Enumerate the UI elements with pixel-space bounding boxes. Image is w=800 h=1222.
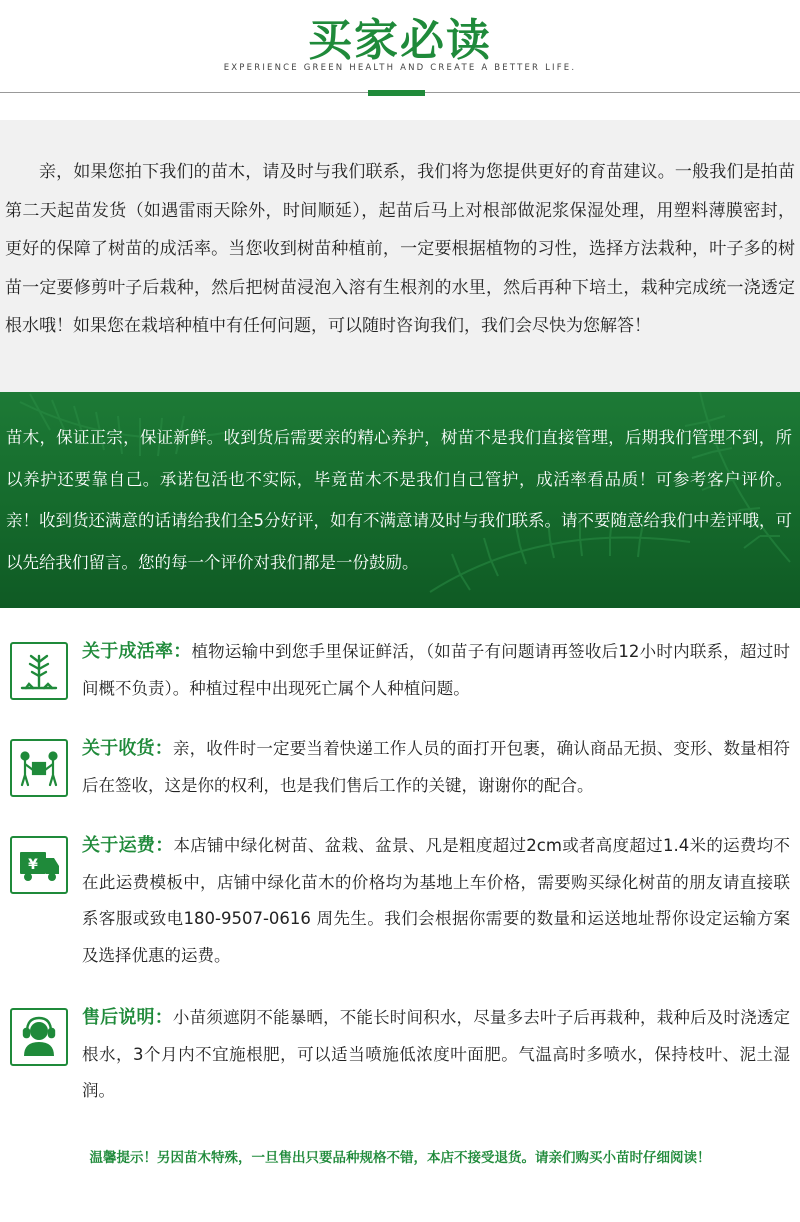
intro-section — [0, 120, 800, 392]
info-section-receiving — [10, 731, 790, 811]
section-body — [82, 731, 790, 804]
section-body — [82, 1000, 790, 1110]
info-section-survival — [10, 634, 790, 714]
info-section-aftersales — [10, 1000, 790, 1115]
section-text: 小苗须遮阴不能暴晒，不能长时间积水，尽量多去叶子后再栽种，栽种后及时浇透定根水，3个月内不宜施根肥，可以适当喷施低浓度叶面肥。气温高时多喷水，保持枝叶、泥土湿润。 — [82, 1008, 791, 1100]
section-label: 关于运费： — [82, 835, 174, 856]
guarantee-text: 苗木，保证正宗，保证新鲜。收到货后需要亲的精心养护，树苗不是我们直接管理，后期我们管理不到，所以养护还要靠自己。承诺包活也不实际，毕竟苗木不是我们自己管护，成活率看品质！可参考客户评价。亲！收到货还满意的话请给我们全5分好评，如有不满意请及时与我们联系。请不要随意给我们中差评哦，可以先给我们留言。您的每一个评价对我们都是一份鼓励。 — [6, 428, 792, 572]
section-label: 关于收货： — [82, 738, 173, 759]
section-body — [82, 828, 790, 974]
section-text: 亲，收件时一定要当着快递工作人员的面打开包裹，确认商品无损、变形、数量相符后在签收，这是你的权利，也是我们售后工作的关键，谢谢你的配合。 — [82, 739, 791, 795]
page-subtitle: EXPERIENCE GREEN HEALTH AND CREATE A BETTER LIFE. — [223, 63, 577, 73]
sapling-icon — [10, 642, 68, 700]
guarantee-banner — [0, 392, 800, 608]
section-label: 关于成活率： — [82, 641, 192, 662]
package-handover-icon — [10, 739, 68, 797]
svg-text:¥: ¥ — [28, 857, 38, 873]
section-text: 植物运输中到您手里保证鲜活，（如苗子有问题请再签收后12小时内联系，超过时间概不负责）。种植过程中出现死亡属个人种植问题。 — [82, 642, 791, 698]
page-title: 买家必读 — [308, 15, 492, 66]
page-header — [0, 0, 800, 120]
customer-service-icon — [10, 1008, 68, 1066]
section-body — [82, 634, 790, 707]
section-text: 本店铺中绿化树苗、盆栽、盆景、凡是粗度超过2cm或者高度超过1.4米的运费均不在此运费模板中，店铺中绿化苗木的价格均为基地上车价格，需要购买绿化树苗的朋友请直接联系客服或致电180-9507-0616 周先生。我们会根据你需要的数量和运送地址帮你设定运输方案及选择优惠的运费。 — [82, 836, 791, 965]
footer-notice: 温馨提示！另因苗木特殊，一旦售出只要品种规格不错，本店不接受退货。请亲们购买小苗时仔细阅读！ — [89, 1150, 711, 1166]
section-label: 售后说明： — [82, 1007, 173, 1028]
info-section-shipping — [10, 828, 790, 978]
delivery-truck-icon — [10, 836, 68, 894]
intro-text: 亲，如果您拍下我们的苗木，请及时与我们联系，我们将为您提供更好的育苗建议。一般我们是拍苗第二天起苗发货（如遇雷雨天除外，时间顺延），起苗后马上对根部做泥浆保湿处理，用塑料薄膜密封，更好的保障了树苗的成活率。当您收到树苗种植前，一定要根据植物的习性，选择方法栽种，叶子多的树苗一定要修剪叶子后栽种，然后把树苗浸泡入溶有生根剂的水里，然后再种下培土，栽种完成统一浇透定根水哦！如果您在栽培种植中有任何问题，可以随时咨询我们，我们会尽快为您解答！ — [5, 162, 795, 336]
header-accent-bar — [368, 90, 425, 96]
